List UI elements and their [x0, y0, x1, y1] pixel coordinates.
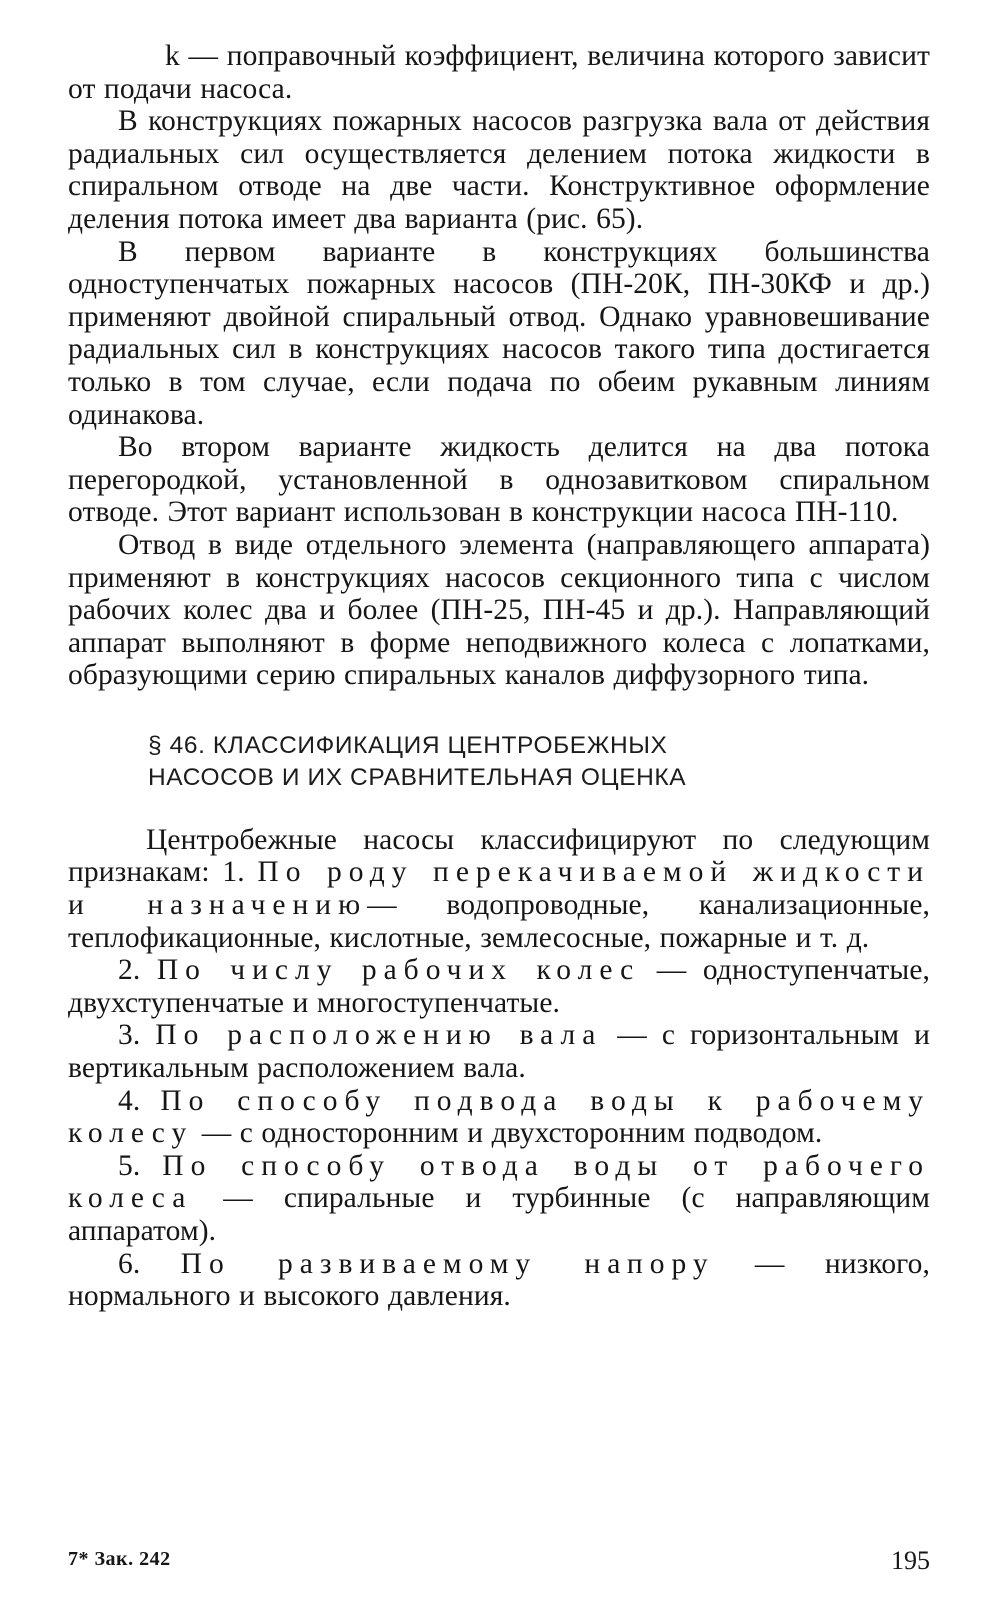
classification-item	[68, 1019, 930, 1084]
classification-item-number: 4.	[118, 1084, 141, 1117]
classification-text: — водопроводные, канализационные, теплофикационные, кислотные, землесосные, пожарные и т. д.	[68, 889, 930, 954]
section-heading-line: § 46. КЛАССИФИКАЦИЯ ЦЕНТРОБЕЖНЫХ	[148, 731, 668, 759]
paragraph-radial-unloading: В конструкциях пожарных насосов разгрузка вала от действия радиальных сил осуществляется делением потока жидкости в спиральном отводе на две части. Конструктивное оформление деления потока имеет два варианта (рис. 65).	[68, 105, 930, 235]
paragraph-guide-vane: Отвод в виде отдельного элемента (направляющего аппарата) применяют в конструкциях насосов секционного типа с числом рабочих колес два и более (ПН-25, ПН-45 и др.). Направляющий аппарат выполняют в форме неподвижного колеса с лопатками, образующими серию спиральных каналов диффузорного типа.	[68, 528, 930, 692]
classification-text: — низкого, нормального и высокого давления.	[68, 1247, 930, 1313]
classification-text: — с горизонтальным и вертикальным расположением вала.	[68, 1019, 930, 1085]
classification-item	[68, 954, 930, 1019]
classification-intro-paragraph	[68, 824, 930, 954]
classification-item	[68, 1150, 930, 1248]
printer-signature: 7* Зак. 242	[68, 1548, 171, 1570]
classification-item	[68, 1085, 930, 1150]
classification-item-number: 3.	[118, 1019, 141, 1052]
classification-criterion: По числу рабочих колес	[156, 954, 641, 987]
classification-item-number: 2.	[118, 954, 141, 987]
classification-item-number: 6.	[118, 1247, 141, 1280]
classification-text: — одноступенчатые, двухступенчатые и многоступенчатые.	[68, 954, 931, 1019]
classification-intro: Центробежные насосы классифицируют по следующим признакам:	[68, 823, 930, 889]
classification-item-number: 1.	[222, 856, 245, 889]
classification-criterion: По способу подвода воды к рабочему колесу	[68, 1084, 930, 1150]
classification-text: — спиральные и турбинные (с направляющим аппаратом).	[68, 1182, 930, 1247]
classification-criterion: По расположению вала	[155, 1019, 603, 1052]
section-heading	[148, 730, 930, 794]
paragraph-first-variant: В первом варианте в конструкциях большинства одноступенчатых пожарных насосов (ПН-20К, ПН-30КФ и др.) применяют двойной спиральный отвод. Однако уравновешивание радиальных сил в конструкциях насосов такого типа достигается только в том случае, если подача по обеим рукавным линиям одинакова.	[68, 235, 930, 431]
paragraph-coefficient: k — поправочный коэффициент, величина которого зависит от подачи насоса.	[68, 40, 930, 105]
page-footer	[68, 1540, 930, 1580]
section-heading-line: НАСОСОВ И ИХ СРАВНИТЕЛЬНАЯ ОЦЕНКА	[148, 763, 687, 791]
classification-item	[68, 1248, 930, 1313]
classification-criterion: По способу отвода воды от рабочего колеса	[68, 1149, 930, 1215]
classification-criterion: По роду перекачиваемой жидкости и назначению	[68, 856, 930, 922]
paragraph-second-variant: Во втором варианте жидкость делится на два потока перегородкой, установленной в однозавитковом спиральном отводе. Этот вариант использован в конструкции насоса ПН-110.	[68, 431, 930, 529]
classification-criterion: По развиваемому напору	[180, 1247, 715, 1280]
page-body	[68, 40, 930, 1313]
classification-text: — с односторонним и двухсторонним подводом.	[201, 1117, 823, 1150]
classification-item-number: 5.	[118, 1149, 141, 1182]
page-number: 195	[891, 1546, 930, 1575]
